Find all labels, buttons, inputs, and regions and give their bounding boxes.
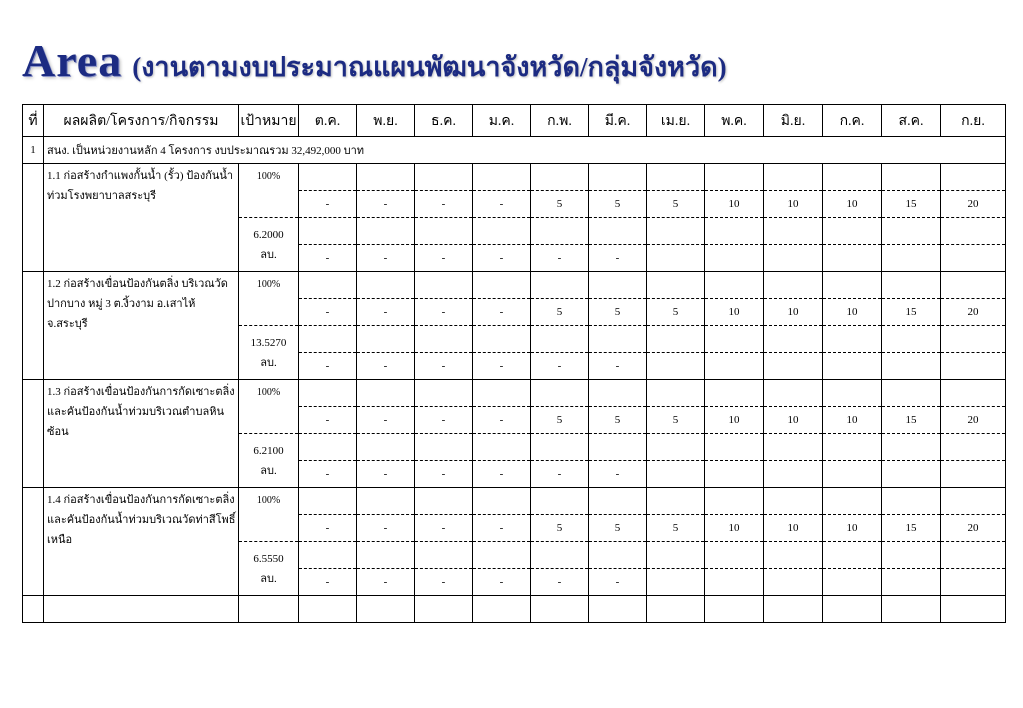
month-cell	[299, 434, 357, 461]
month-cell	[357, 434, 415, 461]
month-cell	[647, 272, 705, 299]
month-cell	[882, 380, 941, 407]
month-cell	[705, 326, 764, 353]
budget-amount: 13.5270	[250, 336, 287, 349]
month-cell	[941, 461, 1006, 488]
month-cell	[473, 272, 531, 299]
month-cell	[415, 488, 473, 515]
month-cell	[882, 542, 941, 569]
header-month: ต.ค.	[299, 105, 357, 137]
project-name: 1.4 ก่อสร้างเขื่อนป้องกันการกัดเซาะตลิ่งและคันป้องกันน้ำท่วมบริเวณวัดท่าสีโพธิ์เหนือ	[44, 488, 239, 596]
header-month: เม.ย.	[647, 105, 705, 137]
month-cell: -	[415, 353, 473, 380]
month-cell: 20	[941, 191, 1006, 218]
month-cell: -	[357, 299, 415, 326]
month-cell	[299, 218, 357, 245]
month-cell	[531, 542, 589, 569]
budget-unit: ลบ.	[260, 464, 277, 477]
month-cell: -	[357, 191, 415, 218]
month-cell	[647, 434, 705, 461]
month-cell: 15	[882, 299, 941, 326]
empty-row	[23, 596, 1006, 623]
month-cell: 15	[882, 515, 941, 542]
month-cell	[882, 164, 941, 191]
month-cell	[764, 434, 823, 461]
month-cell	[882, 461, 941, 488]
month-cell	[531, 380, 589, 407]
month-cell: 20	[941, 407, 1006, 434]
month-cell	[531, 488, 589, 515]
month-cell	[705, 542, 764, 569]
month-cell: -	[299, 461, 357, 488]
title-thai: (งานตามงบประมาณแผนพัฒนาจังหวัด/กลุ่มจังหวัด)	[132, 52, 727, 82]
header-month: ก.ค.	[823, 105, 882, 137]
month-cell: -	[473, 515, 531, 542]
month-cell	[531, 326, 589, 353]
month-cell	[415, 272, 473, 299]
month-cell: -	[299, 299, 357, 326]
month-cell	[941, 542, 1006, 569]
month-cell: -	[299, 353, 357, 380]
month-cell	[357, 218, 415, 245]
month-cell: -	[415, 245, 473, 272]
month-cell	[589, 434, 647, 461]
month-cell	[415, 380, 473, 407]
month-cell	[764, 461, 823, 488]
header-month: ส.ค.	[882, 105, 941, 137]
month-cell	[647, 569, 705, 596]
month-cell	[647, 164, 705, 191]
month-cell	[882, 218, 941, 245]
page-title	[22, 34, 727, 88]
month-cell	[357, 380, 415, 407]
month-cell: -	[415, 299, 473, 326]
month-cell	[299, 542, 357, 569]
empty-cell	[357, 596, 415, 623]
month-cell	[764, 353, 823, 380]
month-cell: 5	[589, 515, 647, 542]
project-number-cell	[23, 272, 44, 380]
header-month: มิ.ย.	[764, 105, 823, 137]
month-cell: 5	[589, 191, 647, 218]
month-cell: 10	[764, 407, 823, 434]
unit-description: สนง. เป็นหน่วยงานหลัก 4 โครงการ งบประมาณรวม 32,492,000 บาท	[44, 137, 1006, 164]
month-cell	[882, 245, 941, 272]
month-cell	[415, 164, 473, 191]
month-cell	[589, 326, 647, 353]
month-cell	[299, 164, 357, 191]
table-row	[23, 488, 1006, 515]
month-cell	[705, 488, 764, 515]
month-cell	[823, 434, 882, 461]
month-cell: 5	[647, 191, 705, 218]
month-cell	[705, 245, 764, 272]
month-cell	[823, 164, 882, 191]
month-cell	[357, 542, 415, 569]
target-percent: 100%	[239, 164, 299, 218]
month-cell: 15	[882, 407, 941, 434]
month-cell: 20	[941, 299, 1006, 326]
month-cell: -	[299, 191, 357, 218]
target-percent: 100%	[239, 272, 299, 326]
month-cell	[823, 218, 882, 245]
month-cell	[473, 434, 531, 461]
month-cell	[705, 218, 764, 245]
month-cell	[705, 434, 764, 461]
month-cell: -	[473, 245, 531, 272]
month-cell: -	[531, 569, 589, 596]
month-cell: 10	[705, 299, 764, 326]
month-cell	[647, 326, 705, 353]
month-cell	[882, 434, 941, 461]
empty-cell	[473, 596, 531, 623]
month-cell	[531, 434, 589, 461]
month-cell: 10	[823, 515, 882, 542]
budget-unit: ลบ.	[260, 572, 277, 585]
month-cell: -	[589, 353, 647, 380]
month-cell: -	[357, 515, 415, 542]
month-cell: -	[357, 569, 415, 596]
month-cell: 10	[764, 191, 823, 218]
empty-cell	[823, 596, 882, 623]
month-cell: 10	[823, 299, 882, 326]
month-cell: -	[589, 245, 647, 272]
empty-cell	[647, 596, 705, 623]
month-cell	[473, 164, 531, 191]
month-cell: -	[531, 245, 589, 272]
month-cell: 10	[823, 407, 882, 434]
month-cell	[764, 326, 823, 353]
project-number-cell	[23, 380, 44, 488]
month-cell	[473, 218, 531, 245]
header-no: ที่	[23, 105, 44, 137]
month-cell: 5	[647, 515, 705, 542]
month-cell: -	[299, 245, 357, 272]
month-cell	[823, 488, 882, 515]
month-cell	[764, 380, 823, 407]
month-cell	[357, 164, 415, 191]
month-cell	[705, 569, 764, 596]
month-cell: -	[415, 569, 473, 596]
month-cell: 10	[705, 407, 764, 434]
month-cell	[531, 164, 589, 191]
month-cell	[941, 569, 1006, 596]
month-cell	[764, 488, 823, 515]
month-cell: 20	[941, 515, 1006, 542]
month-cell	[705, 164, 764, 191]
month-cell: -	[589, 461, 647, 488]
month-cell	[705, 272, 764, 299]
month-cell	[647, 245, 705, 272]
month-cell: -	[473, 299, 531, 326]
month-cell: -	[473, 191, 531, 218]
month-cell: -	[357, 245, 415, 272]
month-cell	[941, 272, 1006, 299]
month-cell	[473, 488, 531, 515]
month-cell	[882, 353, 941, 380]
month-cell	[941, 326, 1006, 353]
empty-cell	[239, 596, 299, 623]
month-cell: -	[357, 461, 415, 488]
month-cell: -	[299, 515, 357, 542]
month-cell: -	[473, 461, 531, 488]
title-english: Area	[22, 35, 123, 86]
month-cell	[589, 488, 647, 515]
month-cell	[941, 164, 1006, 191]
month-cell	[647, 218, 705, 245]
month-cell	[589, 218, 647, 245]
budget-amount: 6.5550	[253, 552, 284, 565]
month-cell	[941, 488, 1006, 515]
month-cell	[941, 353, 1006, 380]
month-cell	[415, 542, 473, 569]
header-month: พ.ค.	[705, 105, 764, 137]
unit-number: 1	[23, 137, 44, 164]
empty-cell	[882, 596, 941, 623]
month-cell	[357, 272, 415, 299]
month-cell	[357, 326, 415, 353]
month-cell: 5	[647, 299, 705, 326]
month-cell	[473, 542, 531, 569]
month-cell: -	[299, 569, 357, 596]
project-schedule-table	[22, 104, 1006, 623]
budget-amount: 6.2000	[253, 228, 284, 241]
month-cell	[299, 380, 357, 407]
header-month: มี.ค.	[589, 105, 647, 137]
month-cell	[357, 488, 415, 515]
month-cell: 10	[764, 515, 823, 542]
header-month: ก.พ.	[531, 105, 589, 137]
month-cell: -	[415, 191, 473, 218]
target-percent: 100%	[239, 380, 299, 434]
table-header-row	[23, 105, 1006, 137]
month-cell	[882, 488, 941, 515]
empty-cell	[941, 596, 1006, 623]
month-cell	[299, 272, 357, 299]
month-cell	[941, 245, 1006, 272]
empty-cell	[23, 596, 44, 623]
month-cell: -	[299, 407, 357, 434]
budget-unit: ลบ.	[260, 248, 277, 261]
month-cell: -	[415, 515, 473, 542]
month-cell	[823, 380, 882, 407]
month-cell	[589, 380, 647, 407]
project-name: 1.2 ก่อสร้างเขื่อนป้องกันตลิ่ง บริเวณวัดปากบาง หมู่ 3 ต.งิ้วงาม อ.เสาไห้ จ.สระบุรี	[44, 272, 239, 380]
month-cell: -	[415, 407, 473, 434]
header-month: พ.ย.	[357, 105, 415, 137]
month-cell: -	[357, 407, 415, 434]
month-cell	[823, 326, 882, 353]
month-cell	[705, 380, 764, 407]
month-cell: -	[415, 461, 473, 488]
month-cell	[415, 218, 473, 245]
target-budget	[239, 326, 299, 380]
table-row	[23, 164, 1006, 191]
project-number-cell	[23, 488, 44, 596]
project-number-cell	[23, 164, 44, 272]
month-cell	[415, 326, 473, 353]
month-cell	[299, 488, 357, 515]
month-cell: -	[473, 569, 531, 596]
month-cell	[647, 461, 705, 488]
empty-cell	[531, 596, 589, 623]
target-budget	[239, 218, 299, 272]
header-month: ธ.ค.	[415, 105, 473, 137]
month-cell: 5	[589, 299, 647, 326]
month-cell: -	[473, 407, 531, 434]
month-cell	[764, 245, 823, 272]
month-cell	[647, 353, 705, 380]
month-cell	[705, 461, 764, 488]
empty-cell	[764, 596, 823, 623]
project-name: 1.1 ก่อสร้างกำแพงกั้นน้ำ (รั้ว) ป้องกันน้ำท่วมโรงพยาบาลสระบุรี	[44, 164, 239, 272]
empty-cell	[299, 596, 357, 623]
month-cell: 5	[647, 407, 705, 434]
month-cell	[882, 326, 941, 353]
month-cell: -	[357, 353, 415, 380]
month-cell	[764, 569, 823, 596]
month-cell	[589, 272, 647, 299]
month-cell	[764, 218, 823, 245]
month-cell: -	[589, 569, 647, 596]
header-project: ผลผลิต/โครงการ/กิจกรรม	[44, 105, 239, 137]
month-cell	[941, 218, 1006, 245]
table-row	[23, 380, 1006, 407]
project-name: 1.3 ก่อสร้างเขื่อนป้องกันการกัดเซาะตลิ่งและคันป้องกันน้ำท่วมบริเวณตำบลหินซ้อน	[44, 380, 239, 488]
month-cell	[823, 542, 882, 569]
unit-row	[23, 137, 1006, 164]
header-target: เป้าหมาย	[239, 105, 299, 137]
header-month: ก.ย.	[941, 105, 1006, 137]
month-cell	[941, 434, 1006, 461]
month-cell	[589, 542, 647, 569]
month-cell	[823, 353, 882, 380]
month-cell	[473, 326, 531, 353]
month-cell	[764, 542, 823, 569]
month-cell: -	[531, 353, 589, 380]
month-cell	[415, 434, 473, 461]
month-cell	[823, 272, 882, 299]
month-cell	[941, 380, 1006, 407]
month-cell	[647, 380, 705, 407]
month-cell	[299, 326, 357, 353]
empty-cell	[589, 596, 647, 623]
month-cell	[823, 461, 882, 488]
month-cell	[764, 272, 823, 299]
month-cell	[823, 569, 882, 596]
target-budget	[239, 434, 299, 488]
month-cell: 5	[589, 407, 647, 434]
month-cell: 5	[531, 191, 589, 218]
month-cell	[647, 542, 705, 569]
table-row	[23, 272, 1006, 299]
target-budget	[239, 542, 299, 596]
month-cell: 5	[531, 515, 589, 542]
month-cell: 10	[764, 299, 823, 326]
header-month: ม.ค.	[473, 105, 531, 137]
month-cell	[882, 569, 941, 596]
month-cell	[647, 488, 705, 515]
month-cell	[473, 380, 531, 407]
month-cell	[531, 218, 589, 245]
budget-amount: 6.2100	[253, 444, 284, 457]
month-cell	[589, 164, 647, 191]
month-cell	[764, 164, 823, 191]
empty-cell	[415, 596, 473, 623]
month-cell	[823, 245, 882, 272]
month-cell: 10	[823, 191, 882, 218]
month-cell: 10	[705, 191, 764, 218]
month-cell	[531, 272, 589, 299]
month-cell: 5	[531, 407, 589, 434]
month-cell: -	[473, 353, 531, 380]
month-cell	[882, 272, 941, 299]
target-percent: 100%	[239, 488, 299, 542]
empty-cell	[44, 596, 239, 623]
empty-cell	[705, 596, 764, 623]
budget-unit: ลบ.	[260, 356, 277, 369]
month-cell: 15	[882, 191, 941, 218]
month-cell: 10	[705, 515, 764, 542]
month-cell	[705, 353, 764, 380]
month-cell: 5	[531, 299, 589, 326]
month-cell: -	[531, 461, 589, 488]
